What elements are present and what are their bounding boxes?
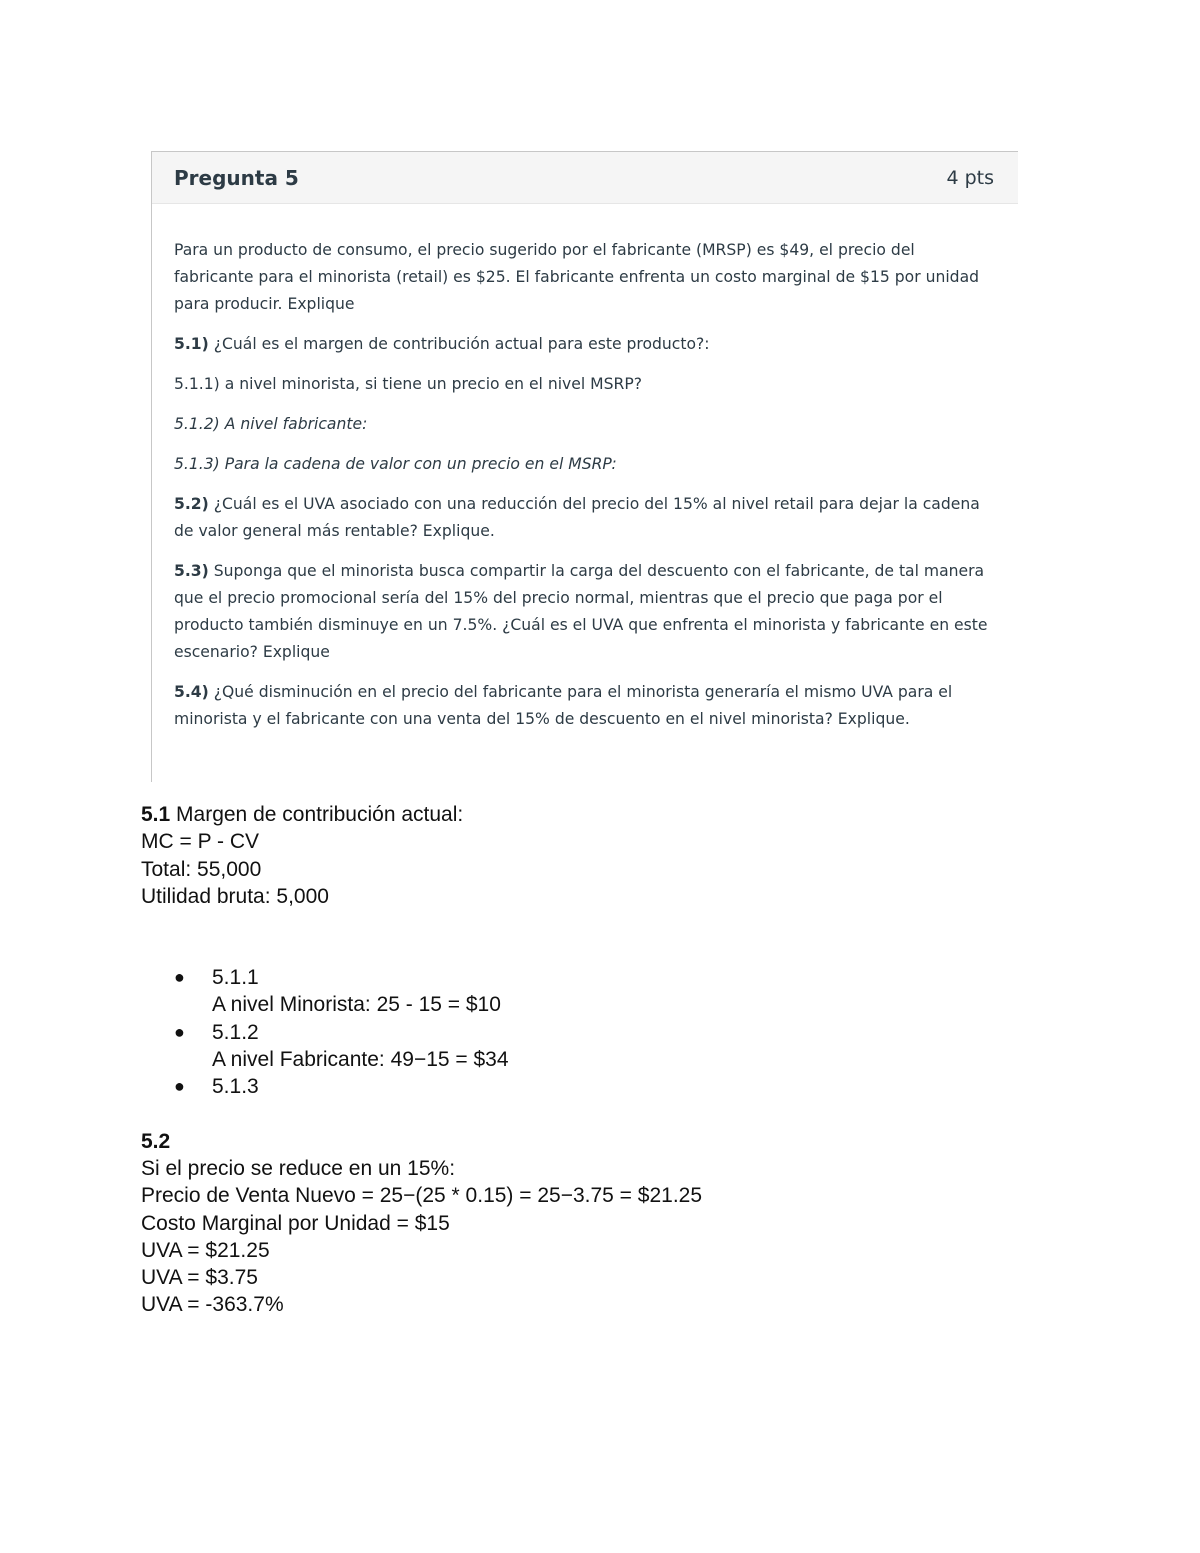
question-5-1-1: 5.1.1) a nivel minorista, si tiene un precio en el nivel MSRP? xyxy=(174,375,643,393)
bullet-icon: ● xyxy=(174,1076,185,1097)
question-5-3-number: 5.3) xyxy=(174,562,209,580)
answer-section xyxy=(141,801,1041,1319)
bullet-icon: ● xyxy=(174,1021,185,1042)
answer-5-2-line: UVA = -363.7% xyxy=(141,1293,284,1317)
bullet-icon: ● xyxy=(174,967,185,988)
question-points: 4 pts xyxy=(946,166,994,189)
list-item xyxy=(141,1019,1041,1074)
question-intro: Para un producto de consumo, el precio sugerido por el fabricante (MRSP) es $49, el precio del fabricante para el minorista (retail) es $25. El fabricante enfrenta un costo marginal de $15 por unidad para producir. Explique xyxy=(174,241,980,313)
question-header xyxy=(152,152,1018,204)
question-5-1-3: 5.1.3) Para la cadena de valor con un precio en el MSRP: xyxy=(174,455,617,473)
answer-5-2-heading xyxy=(141,1128,1041,1155)
answer-5-2-number: 5.2 xyxy=(141,1129,171,1153)
answer-5-2-line: Precio de Venta Nuevo = 25−(25 * 0.15) = 25−3.75 = $21.25 xyxy=(141,1184,703,1208)
question-5-1-2: 5.1.2) A nivel fabricante: xyxy=(174,415,368,433)
question-5-4-number: 5.4) xyxy=(174,683,209,701)
question-5-1-text: ¿Cuál es el margen de contribución actual para este producto?: xyxy=(208,335,710,353)
list-item xyxy=(141,1073,1041,1100)
answer-5-1-title: Margen de contribución actual: xyxy=(170,803,464,826)
answer-5-2-line: UVA = $21.25 xyxy=(141,1238,270,1262)
question-5-4 xyxy=(174,679,994,733)
question-5-4-text: ¿Qué disminución en el precio del fabricante para el minorista generaría el mismo UVA para el minorista y el fabricante con una venta del 15% de descuento en el nivel minorista? Explique. xyxy=(174,683,953,728)
question-body xyxy=(152,204,1018,733)
question-5-1-number: 5.1) xyxy=(174,335,209,353)
answer-bullet-list xyxy=(141,964,1041,1100)
total-line: Total: 55,000 xyxy=(141,857,262,881)
question-5-2 xyxy=(174,491,994,545)
question-card xyxy=(151,151,1018,782)
bullet-label: 5.1.1 xyxy=(212,966,259,990)
question-5-3-text: Suponga que el minorista busca compartir la carga del descuento con el fabricante, de tal manera que el precio promocional sería del 15% del precio normal, mientras que el precio que paga por el producto también disminuye en un 7.5%. ¿Cuál es el UVA que enfrenta el minorista y fabricante en este escenario? Explique xyxy=(174,562,988,661)
bullet-label: 5.1.3 xyxy=(212,1075,259,1099)
mc-formula: MC = P - CV xyxy=(141,830,260,854)
utilidad-line: Utilidad bruta: 5,000 xyxy=(141,884,329,908)
question-5-1 xyxy=(174,331,994,358)
answer-5-2-line: Si el precio se reduce en un 15%: xyxy=(141,1156,456,1180)
bullet-label: 5.1.2 xyxy=(212,1020,259,1044)
bullet-detail: A nivel Minorista: 25 - 15 = $10 xyxy=(212,993,501,1017)
question-title: Pregunta 5 xyxy=(174,165,299,190)
bullet-detail: A nivel Fabricante: 49−15 = $34 xyxy=(212,1048,509,1072)
question-5-3 xyxy=(174,558,994,666)
answer-5-1-heading xyxy=(141,801,1041,828)
list-item xyxy=(141,964,1041,1019)
answer-5-1-number: 5.1 xyxy=(141,803,171,826)
question-5-2-text: ¿Cuál es el UVA asociado con una reducción del precio del 15% al nivel retail para dejar la cadena de valor general más rentable? Explique. xyxy=(174,495,980,540)
question-5-2-number: 5.2) xyxy=(174,495,209,513)
answer-5-2-line: UVA = $3.75 xyxy=(141,1266,258,1290)
answer-5-2-line: Costo Marginal por Unidad = $15 xyxy=(141,1211,450,1235)
